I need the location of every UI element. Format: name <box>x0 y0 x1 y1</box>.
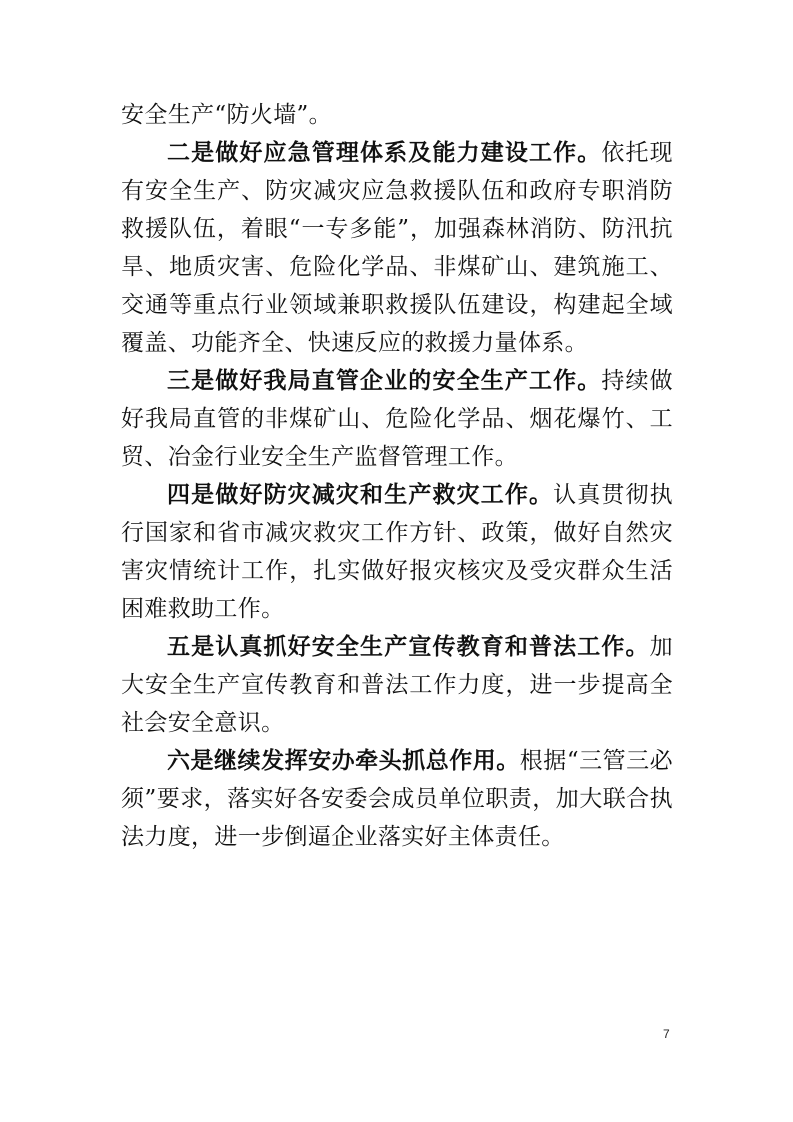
paragraph-safety-office <box>121 742 673 856</box>
paragraph-text: 认真贯彻执行国家和省市减灾救灾工作方针、政策，做好自然灾害灾情统计工作，扎实做好报灾核灾及受灾群众生活困难救助工作。 <box>121 482 674 622</box>
paragraph-enterprise-safety <box>121 362 673 476</box>
paragraph-text: 加大安全生产宣传教育和普法工作力度，进一步提高全社会安全意识。 <box>121 634 673 736</box>
paragraph-disaster-relief <box>121 476 673 628</box>
paragraph-heading: 四是做好防灾减灾和生产救灾工作。 <box>167 482 554 508</box>
paragraph-heading: 三是做好我局直管企业的安全生产工作。 <box>167 368 602 394</box>
paragraph-text: 持续做好我局直管的非煤矿山、危险化学品、烟花爆竹、工贸、冶金行业安全生产监督管理工作。 <box>121 368 673 470</box>
paragraph-heading: 六是继续发挥安办牵头抓总作用。 <box>167 748 520 774</box>
paragraph-heading: 二是做好应急管理体系及能力建设工作。 <box>167 140 602 166</box>
paragraph-safety-education <box>121 628 673 742</box>
paragraph-emergency-management <box>121 134 673 362</box>
paragraph-text: 根据“三管三必须”要求，落实好各安委会成员单位职责，加大联合执法力度，进一步倒逼企业落实好主体责任。 <box>121 748 673 850</box>
paragraph-heading: 五是认真抓好安全生产宣传教育和普法工作。 <box>167 634 650 660</box>
paragraph-text: 安全生产“防火墙”。 <box>121 102 333 128</box>
paragraph-text: 依托现有安全生产、防灾减灾应急救援队伍和政府专职消防救援队伍，着眼“一专多能”，加强森林消防、防汛抗旱、地质灾害、危险化学品、非煤矿山、建筑施工、交通等重点行业领域兼职救援队伍建设，构建起全域覆盖、功能齐全、快速反应的救援力量体系。 <box>121 140 673 356</box>
paragraph-continuation <box>121 96 673 134</box>
document-body <box>121 96 673 856</box>
page-number: 7 <box>663 1027 670 1041</box>
